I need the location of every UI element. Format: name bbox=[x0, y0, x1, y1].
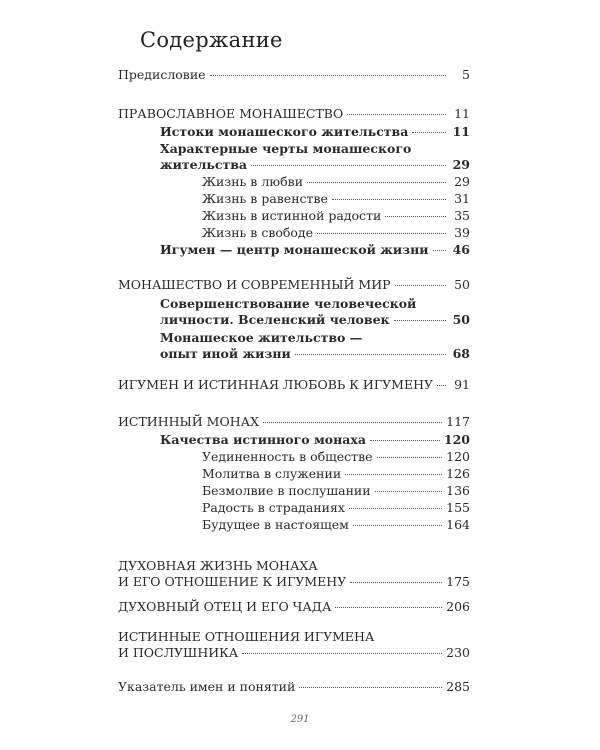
page-number: 175 bbox=[446, 574, 470, 589]
toc-entry-s4-item-1[interactable] bbox=[202, 449, 470, 465]
toc-entry-label: ДУХОВНЫЙ ОТЕЦ И ЕГО ЧАДА bbox=[118, 599, 332, 614]
leader-dots bbox=[345, 474, 442, 475]
leader-dots bbox=[251, 165, 446, 166]
page-number: 31 bbox=[454, 191, 470, 206]
toc-entry-s1-a[interactable] bbox=[160, 124, 470, 140]
toc-entry-label: Указатель имен и понятий bbox=[118, 679, 296, 694]
toc-entry-index[interactable] bbox=[118, 679, 470, 695]
toc-entry-label: Радость в страданиях bbox=[202, 500, 345, 515]
toc-entry-section-4[interactable] bbox=[118, 414, 470, 430]
toc-entry-label: ПРАВОСЛАВНОЕ МОНАШЕСТВО bbox=[118, 106, 344, 121]
leader-dots bbox=[375, 491, 443, 492]
toc-entry-label: И ПОСЛУШНИКА bbox=[118, 645, 239, 660]
page-number: 230 bbox=[446, 645, 470, 660]
leader-dots bbox=[433, 250, 446, 251]
toc-entry-section-5[interactable] bbox=[118, 574, 470, 590]
page-number: 46 bbox=[452, 242, 470, 257]
leader-dots bbox=[385, 216, 446, 217]
toc-entry-label: Качества истинного монаха bbox=[160, 432, 366, 447]
toc-entry-s1-c[interactable] bbox=[160, 242, 470, 258]
page-number: 50 bbox=[454, 277, 470, 292]
toc-entry-label: ИГУМЕН И ИСТИННАЯ ЛЮБОВЬ К ИГУМЕНУ bbox=[118, 377, 434, 392]
toc-entry-label: Будущее в настоящем bbox=[202, 517, 349, 532]
page-number: 68 bbox=[452, 346, 470, 361]
page-number: 285 bbox=[446, 679, 470, 694]
leader-dots bbox=[332, 199, 446, 200]
leader-dots bbox=[437, 385, 446, 386]
toc-entry-s1-item-1[interactable] bbox=[202, 174, 470, 190]
toc-entry-label: Истоки монашеского жительства bbox=[160, 124, 409, 139]
page-number: 126 bbox=[446, 466, 470, 481]
toc-entry-label: Жизнь в истинной радости bbox=[202, 208, 382, 223]
leader-dots bbox=[394, 320, 446, 321]
toc-entry-s2-b[interactable] bbox=[160, 346, 470, 362]
page-number: 11 bbox=[452, 124, 470, 139]
toc-entry-label: ИСТИННЫЙ МОНАХ bbox=[118, 414, 259, 429]
page-number: 91 bbox=[454, 377, 470, 392]
page-number: 136 bbox=[446, 483, 470, 498]
toc-entry-label: Жизнь в свободе bbox=[202, 225, 314, 240]
leader-dots bbox=[295, 354, 446, 355]
toc-entry-s4-item-2[interactable] bbox=[202, 466, 470, 482]
toc-entry-label: опыт иной жизни bbox=[160, 346, 291, 361]
toc-entry-label: Жизнь в любви bbox=[202, 174, 304, 189]
page-number: 206 bbox=[446, 599, 470, 614]
toc-entry-s1-item-3[interactable] bbox=[202, 208, 470, 224]
toc-entry-section-6[interactable] bbox=[118, 599, 470, 615]
toc-entry-section-7-line1[interactable]: ИСТИННЫЕ ОТНОШЕНИЯ ИГУМЕНА bbox=[118, 629, 375, 644]
toc-entry-s4-item-5[interactable] bbox=[202, 517, 470, 533]
leader-dots bbox=[335, 607, 442, 608]
page-number: 120 bbox=[443, 432, 470, 447]
leader-dots bbox=[353, 525, 442, 526]
leader-dots bbox=[350, 582, 442, 583]
toc-entry-section-3[interactable] bbox=[118, 377, 470, 393]
toc-entry-label: Безмолвие в послушании bbox=[202, 483, 371, 498]
toc-entry-label: И ЕГО ОТНОШЕНИЕ К ИГУМЕНУ bbox=[118, 574, 347, 589]
toc-entry-s2-a-line1[interactable]: Совершенствование человеческой bbox=[160, 296, 417, 311]
toc-entry-label: Предисловие bbox=[118, 67, 206, 82]
leader-dots bbox=[347, 114, 446, 115]
folio-page-number: 291 bbox=[290, 714, 310, 725]
leader-dots bbox=[317, 233, 446, 234]
toc-entry-label: МОНАШЕСТВО И СОВРЕМЕННЫЙ МИР bbox=[118, 277, 391, 292]
page-number: 120 bbox=[446, 449, 470, 464]
leader-dots bbox=[349, 508, 442, 509]
leader-dots bbox=[263, 422, 442, 423]
toc-entry-section-1[interactable] bbox=[118, 106, 470, 122]
toc-entry-preface[interactable] bbox=[118, 67, 470, 83]
toc-entry-s4-item-4[interactable] bbox=[202, 500, 470, 516]
toc-entry-section-7[interactable] bbox=[118, 645, 470, 661]
leader-dots bbox=[370, 440, 440, 441]
leader-dots bbox=[395, 285, 446, 286]
toc-entry-s2-a[interactable] bbox=[160, 312, 470, 328]
page-number: 35 bbox=[454, 208, 470, 223]
leader-dots bbox=[210, 75, 446, 76]
page-number: 155 bbox=[446, 500, 470, 515]
leader-dots bbox=[307, 182, 446, 183]
toc-entry-label: Уединенность в обществе bbox=[202, 449, 373, 464]
page-number: 39 bbox=[454, 225, 470, 240]
toc-entry-s1-b-line1[interactable]: Характерные черты монашеского bbox=[160, 141, 412, 156]
toc-entry-label: Игумен — центр монашеской жизни bbox=[160, 242, 429, 257]
leader-dots bbox=[377, 457, 443, 458]
toc-entry-section-2[interactable] bbox=[118, 277, 470, 293]
page-number: 50 bbox=[452, 312, 470, 327]
page-number: 29 bbox=[452, 157, 470, 172]
page-number: 117 bbox=[446, 414, 470, 429]
leader-dots bbox=[242, 653, 442, 654]
page-title: Содержание bbox=[140, 28, 283, 52]
page-number: 11 bbox=[454, 106, 470, 121]
toc-entry-s1-item-4[interactable] bbox=[202, 225, 470, 241]
page-number: 5 bbox=[462, 67, 470, 82]
page-number: 29 bbox=[454, 174, 470, 189]
leader-dots bbox=[299, 687, 442, 688]
page-number: 164 bbox=[446, 517, 470, 532]
toc-entry-s4-item-3[interactable] bbox=[202, 483, 470, 499]
toc-entry-s2-b-line1[interactable]: Монашеское жительство — bbox=[160, 330, 363, 345]
toc-entry-label: Молитва в служении bbox=[202, 466, 342, 481]
toc-entry-s4-a[interactable] bbox=[160, 432, 470, 448]
toc-entry-label: Жизнь в равенстве bbox=[202, 191, 328, 206]
toc-entry-s1-b[interactable] bbox=[160, 157, 470, 173]
toc-entry-label: личности. Вселенский человек bbox=[160, 312, 390, 327]
toc-entry-section-5-line1[interactable]: ДУХОВНАЯ ЖИЗНЬ МОНАХА bbox=[118, 558, 318, 573]
toc-entry-label: жительства bbox=[160, 157, 248, 172]
leader-dots bbox=[412, 132, 446, 133]
toc-entry-s1-item-2[interactable] bbox=[202, 191, 470, 207]
